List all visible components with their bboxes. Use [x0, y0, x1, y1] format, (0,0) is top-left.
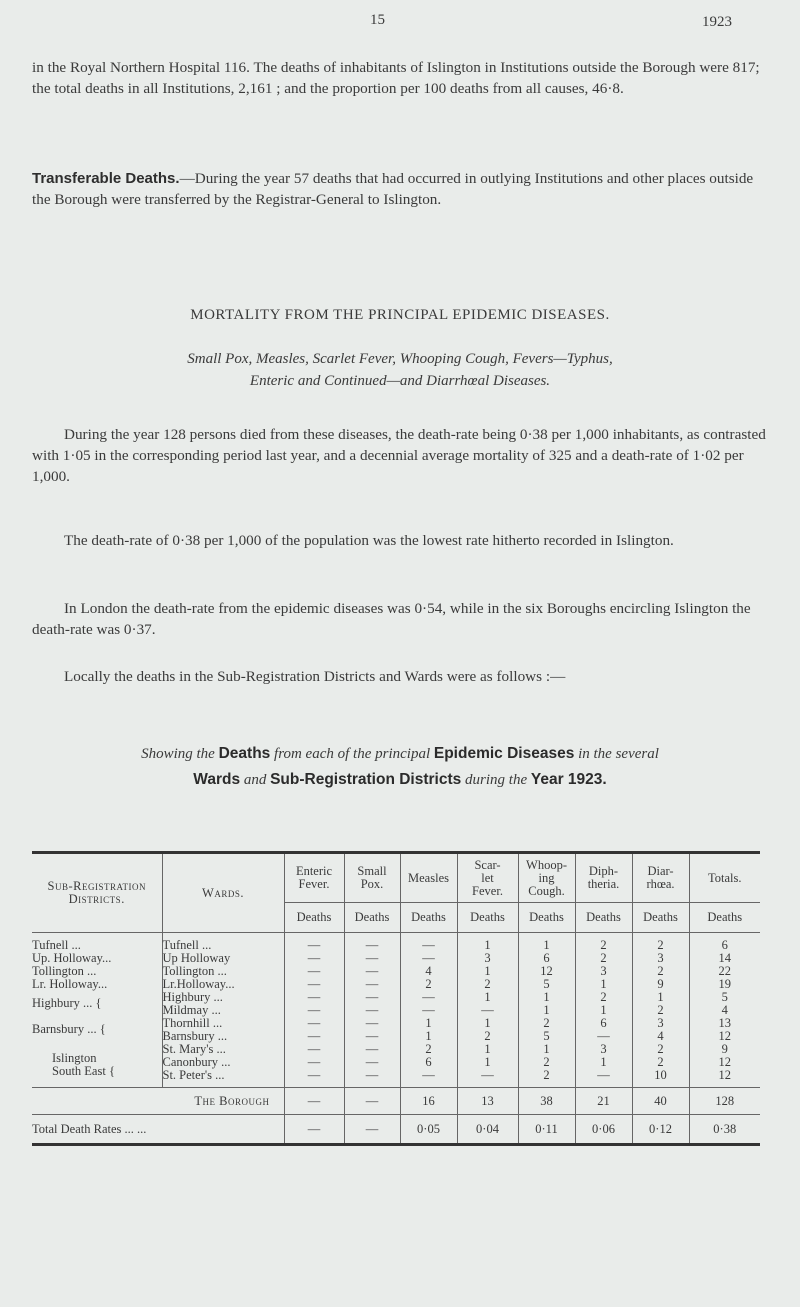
caption-text-4: and — [243, 772, 267, 788]
cell-total: 6 — [689, 933, 760, 952]
cell-smallpox: — — [344, 952, 400, 965]
ward-label: Canonbury ... — [162, 1056, 284, 1069]
header-sub-registration-districts: Sub-Registration Districts. — [47, 879, 146, 906]
cell-total: 0·38 — [689, 1115, 760, 1145]
london-rate-paragraph: In London the death-rate from the epidemic diseases was 0·54, while in the six Boroughs encircling Islington the death-rate was 0·37. — [32, 600, 751, 638]
lowest-rate-paragraph: The death-rate of 0·38 per 1,000 of the population was the lowest rate hitherto recorded in Islington. — [64, 532, 674, 549]
cell-diarrhoea: 9 — [632, 978, 689, 991]
header-scarlet-fever: Scar-let Fever. — [457, 853, 518, 903]
caption-text-1: Showing the — [141, 746, 215, 762]
page-year: 1923 — [702, 14, 732, 30]
cell-smallpox: — — [344, 1043, 400, 1056]
cell-whooping: 5 — [518, 1030, 575, 1043]
epidemic-deaths-table — [32, 851, 760, 1146]
cell-diphtheria: 2 — [575, 933, 632, 952]
cell-measles: — — [400, 1004, 457, 1017]
cell-scarlet: 0·04 — [457, 1115, 518, 1145]
cell-enteric: — — [284, 1069, 344, 1088]
cell-smallpox: — — [344, 1088, 400, 1115]
cell-enteric: — — [284, 1088, 344, 1115]
table-row — [32, 933, 760, 952]
brace-icon: { — [108, 1063, 115, 1078]
district-islington-south-east — [32, 1043, 162, 1088]
cell-scarlet: 2 — [457, 1030, 518, 1043]
cell-enteric: — — [284, 1004, 344, 1017]
cell-measles: — — [400, 952, 457, 965]
section-title: MORTALITY FROM THE PRINCIPAL EPIDEMIC DISEASES. — [190, 307, 610, 323]
ward-label: Tollington ... — [162, 965, 284, 978]
caption-text-5: during the — [465, 772, 528, 788]
caption-bold-subreg: Sub-Registration Districts — [270, 771, 462, 788]
cell-diarrhoea: 1 — [632, 991, 689, 1004]
cell-measles: 1 — [400, 1030, 457, 1043]
cell-enteric: — — [284, 978, 344, 991]
district-highbury — [32, 991, 162, 1017]
cell-scarlet: 1 — [457, 1043, 518, 1056]
cell-diarrhoea: 2 — [632, 1004, 689, 1017]
cell-whooping: 0·11 — [518, 1115, 575, 1145]
cell-measles: 6 — [400, 1056, 457, 1069]
cell-whooping: 38 — [518, 1088, 575, 1115]
ward-label: Highbury ... — [162, 991, 284, 1004]
cell-enteric: — — [284, 952, 344, 965]
cell-measles: 1 — [400, 1017, 457, 1030]
cell-enteric: — — [284, 1030, 344, 1043]
district-up-holloway: Up. Holloway... — [32, 950, 112, 965]
header-measles: Measles — [400, 853, 457, 903]
cell-total: 4 — [689, 1004, 760, 1017]
cell-diphtheria: 1 — [575, 1004, 632, 1017]
cell-enteric: — — [284, 1017, 344, 1030]
ward-label: St. Peter's ... — [162, 1069, 284, 1088]
cell-diarrhoea: 3 — [632, 1017, 689, 1030]
cell-diarrhoea: 0·12 — [632, 1115, 689, 1145]
cell-whooping: 1 — [518, 1004, 575, 1017]
district-barnsbury — [32, 1017, 162, 1043]
table-row — [32, 952, 760, 965]
district-islington-label: Islington — [52, 1051, 97, 1066]
header-diarrhoea: Diar-rhœa. — [632, 853, 689, 903]
subheader-deaths: Deaths — [344, 903, 400, 933]
cell-diphtheria: — — [575, 1069, 632, 1088]
cell-whooping: 1 — [518, 991, 575, 1004]
table-row — [32, 1017, 760, 1030]
header-enteric-fever: Enteric Fever. — [284, 853, 344, 903]
header-diphtheria: Diph-theria. — [575, 853, 632, 903]
caption-bold-epidemic: Epidemic Diseases — [433, 745, 575, 762]
borough-total-row — [32, 1088, 760, 1115]
cell-scarlet: 1 — [457, 933, 518, 952]
cell-total: 5 — [689, 991, 760, 1004]
cell-whooping: 1 — [518, 1043, 575, 1056]
cell-scarlet: 13 — [457, 1088, 518, 1115]
ward-label: Thornhill ... — [162, 1017, 284, 1030]
cell-whooping: 6 — [518, 952, 575, 965]
cell-enteric: — — [284, 1056, 344, 1069]
cell-total: 128 — [689, 1088, 760, 1115]
table-caption — [0, 741, 800, 793]
cell-enteric: — — [284, 933, 344, 952]
cell-total: 22 — [689, 965, 760, 978]
cell-diphtheria: 1 — [575, 1056, 632, 1069]
cell-diarrhoea: 2 — [632, 1056, 689, 1069]
cell-whooping: 12 — [518, 965, 575, 978]
cell-diphtheria: 21 — [575, 1088, 632, 1115]
cell-whooping: 1 — [518, 933, 575, 952]
district-south-east-label: South East — [52, 1063, 106, 1078]
cell-diarrhoea: 10 — [632, 1069, 689, 1088]
cell-smallpox: — — [344, 1115, 400, 1145]
cell-diarrhoea: 2 — [632, 1043, 689, 1056]
cell-total: 9 — [689, 1043, 760, 1056]
ward-label: Tufnell ... — [162, 933, 284, 952]
ward-label: Barnsbury ... — [162, 1030, 284, 1043]
intro-paragraph: in the Royal Northern Hospital 116. The deaths of inhabitants of Islington in Institutions outside the Borough were 817; the total deaths in all Institutions, 2,161 ; and the proportion per 100 deaths from all causes, 46·8. — [32, 59, 760, 97]
cell-measles: 16 — [400, 1088, 457, 1115]
subtitle-line-2: Enteric and Continued—and Diarrhœal Diseases. — [249, 373, 551, 389]
cell-measles: 4 — [400, 965, 457, 978]
cell-measles: — — [400, 1069, 457, 1088]
cell-scarlet: — — [457, 1069, 518, 1088]
header-whooping-cough: Whoop-ing Cough. — [518, 853, 575, 903]
table-row — [32, 978, 760, 991]
cell-diphtheria: 3 — [575, 1043, 632, 1056]
cell-total: 14 — [689, 952, 760, 965]
cell-diarrhoea: 4 — [632, 1030, 689, 1043]
table-row — [32, 991, 760, 1004]
cell-scarlet: 1 — [457, 1056, 518, 1069]
header-totals: Totals. — [689, 853, 760, 903]
caption-text-2: from each of the principal — [274, 746, 431, 762]
cell-diphtheria: 6 — [575, 1017, 632, 1030]
cell-diphtheria: 3 — [575, 965, 632, 978]
cell-measles: — — [400, 933, 457, 952]
cell-enteric: — — [284, 1115, 344, 1145]
subheader-deaths: Deaths — [400, 903, 457, 933]
cell-enteric: — — [284, 1043, 344, 1056]
caption-bold-wards: Wards — [193, 771, 241, 788]
cell-scarlet: 1 — [457, 1017, 518, 1030]
transferable-deaths-paragraph — [32, 168, 774, 210]
subheader-deaths: Deaths — [689, 903, 760, 933]
cell-smallpox: — — [344, 978, 400, 991]
cell-diarrhoea: 2 — [632, 965, 689, 978]
cell-total: 12 — [689, 1030, 760, 1043]
cell-smallpox: — — [344, 933, 400, 952]
cell-measles: 0·05 — [400, 1115, 457, 1145]
cell-total: 12 — [689, 1056, 760, 1069]
locally-paragraph: Locally the deaths in the Sub-Registration Districts and Wards were as follows :— — [64, 668, 566, 685]
brace-icon: { — [99, 1022, 106, 1037]
cell-diphtheria: — — [575, 1030, 632, 1043]
cell-diphtheria: 2 — [575, 952, 632, 965]
cell-diarrhoea: 2 — [632, 933, 689, 952]
table-row — [32, 965, 760, 978]
cell-diarrhoea: 40 — [632, 1088, 689, 1115]
transferable-deaths-heading: Transferable Deaths. — [32, 170, 180, 187]
table-row — [32, 1043, 760, 1056]
cell-whooping: 2 — [518, 1017, 575, 1030]
cell-smallpox: — — [344, 1030, 400, 1043]
subtitle-line-1: Small Pox, Measles, Scarlet Fever, Whooping Cough, Fevers—Typhus, — [187, 351, 613, 367]
cell-whooping: 5 — [518, 978, 575, 991]
ward-label: Mildmay ... — [162, 1004, 284, 1017]
cell-scarlet: — — [457, 1004, 518, 1017]
cell-smallpox: — — [344, 1017, 400, 1030]
subheader-deaths: Deaths — [518, 903, 575, 933]
table-header-row — [32, 853, 760, 903]
caption-bold-year: Year 1923. — [530, 771, 607, 788]
cell-smallpox: — — [344, 991, 400, 1004]
ward-label: Lr.Holloway... — [162, 978, 284, 991]
cell-diphtheria: 1 — [575, 978, 632, 991]
death-rates-row — [32, 1115, 760, 1145]
caption-text-3: in the several — [578, 746, 659, 762]
brace-icon: { — [95, 996, 102, 1011]
subheader-deaths: Deaths — [457, 903, 518, 933]
cell-scarlet: 1 — [457, 991, 518, 1004]
cell-total: 13 — [689, 1017, 760, 1030]
cell-scarlet: 1 — [457, 965, 518, 978]
subheader-deaths: Deaths — [575, 903, 632, 933]
district-barnsbury-label: Barnsbury ... — [32, 1022, 97, 1037]
cell-whooping: 2 — [518, 1056, 575, 1069]
cell-smallpox: — — [344, 965, 400, 978]
district-highbury-label: Highbury ... — [32, 996, 93, 1011]
caption-bold-deaths: Deaths — [218, 745, 271, 762]
cell-measles: — — [400, 991, 457, 1004]
borough-label: The Borough — [32, 1088, 284, 1115]
death-rates-label: Total Death Rates ... ... — [32, 1121, 147, 1136]
section-subtitle — [0, 348, 800, 392]
cell-measles: 2 — [400, 978, 457, 991]
cell-whooping: 2 — [518, 1069, 575, 1088]
cell-diarrhoea: 3 — [632, 952, 689, 965]
district-tufnell: Tufnell ... — [32, 938, 81, 952]
cell-enteric: — — [284, 965, 344, 978]
cell-enteric: — — [284, 991, 344, 1004]
cell-diphtheria: 0·06 — [575, 1115, 632, 1145]
subheader-deaths: Deaths — [632, 903, 689, 933]
cell-total: 19 — [689, 978, 760, 991]
cell-smallpox: — — [344, 1004, 400, 1017]
cell-smallpox: — — [344, 1056, 400, 1069]
cell-scarlet: 2 — [457, 978, 518, 991]
cell-scarlet: 3 — [457, 952, 518, 965]
subheader-deaths: Deaths — [284, 903, 344, 933]
cell-diphtheria: 2 — [575, 991, 632, 1004]
death-rate-paragraph: During the year 128 persons died from these diseases, the death-rate being 0·38 per 1,000 inhabitants, as contrasted with 1·05 in the corresponding period last year, and a decennial average mortality of 325 and a death-rate of 1·02 per 1,000. — [32, 426, 766, 485]
district-lr-holloway: Lr. Holloway... — [32, 976, 108, 991]
header-small-pox: Small Pox. — [344, 853, 400, 903]
cell-measles: 2 — [400, 1043, 457, 1056]
ward-label: Up Holloway — [162, 952, 284, 965]
page-number: 15 — [370, 12, 385, 28]
cell-smallpox: — — [344, 1069, 400, 1088]
cell-total: 12 — [689, 1069, 760, 1088]
district-tollington: Tollington ... — [32, 963, 97, 978]
transferable-deaths-text: —During the year 57 deaths that had occurred in outlying Institutions and other places outside the Borough were transferred by the Registrar-General to Islington. — [32, 170, 754, 208]
ward-label: St. Mary's ... — [162, 1043, 284, 1056]
header-wards: Wards. — [162, 853, 284, 933]
